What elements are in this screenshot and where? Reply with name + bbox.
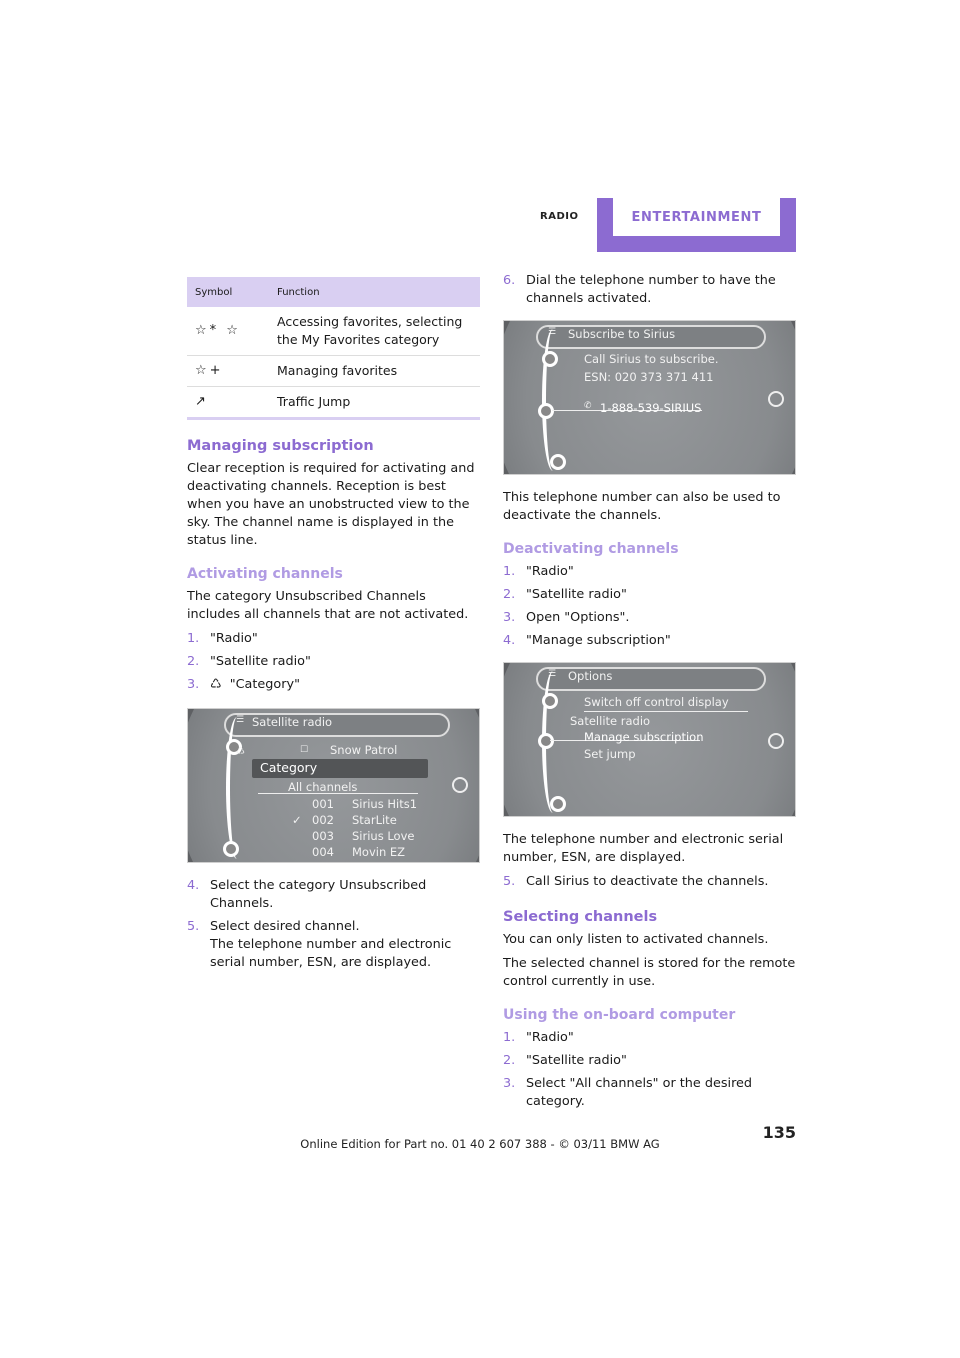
screen-title: Options	[568, 669, 613, 683]
page-number: 135	[762, 1123, 796, 1142]
list-item: 3. Open "Options".	[503, 610, 630, 625]
screen-title: Subscribe to Sirius	[568, 327, 676, 341]
traffic-jump-icon: ↗	[187, 387, 269, 419]
right-column	[503, 272, 796, 1116]
chapter-label: ENTERTAINMENT	[613, 198, 780, 236]
phone-number: 1-888-539-SIRIUS	[600, 401, 702, 415]
subscribe-screen: ☰ Subscribe to Sirius Call Sirius to subscribe. ESN: 020 373 371 411 ✆ 1-888-539-SIRIUS	[503, 320, 796, 475]
function-cell: Managing favorites	[269, 356, 480, 387]
list-item: 1. "Radio"	[503, 1030, 574, 1045]
list-item: 1. "Radio"	[503, 564, 574, 579]
list-item: 2. "Satellite radio"	[503, 1053, 627, 1068]
chapter-tab	[597, 198, 796, 252]
function-cell: Accessing favorites, selecting the My Favorites category	[269, 307, 480, 356]
selecting-channels-heading: Selecting channels	[503, 909, 658, 925]
symbol-column-header: Symbol	[187, 277, 269, 307]
managing-subscription-heading: Managing subscription	[187, 438, 374, 454]
controller-icon	[768, 391, 784, 407]
selecting-text-1: You can only listen to activated channels.	[503, 932, 769, 947]
category-icon: ♺	[210, 677, 222, 692]
menu-icon: ☰	[236, 715, 245, 725]
check-icon: ✓	[292, 813, 302, 827]
table-row	[187, 387, 480, 419]
left-column	[187, 277, 480, 977]
menu-icon: ☰	[548, 327, 557, 337]
list-item: 3. ♺ "Category"	[187, 677, 300, 692]
favorites-star-icon: ☆* ☆	[187, 307, 269, 356]
list-item: 3. Select "All channels" or the desired category.	[503, 1076, 753, 1109]
phone-icon: ✆	[584, 401, 592, 411]
options-screen: ☰ Options Switch off control display Satellite radio Manage subscription Set jump	[503, 662, 796, 817]
function-cell: Traffic Jump	[269, 387, 480, 419]
star-plus-icon: ☆+	[187, 356, 269, 387]
list-item: 1. "Radio"	[187, 631, 258, 646]
reuse-number-text: This telephone number can also be used to deactivate the channels.	[503, 490, 781, 523]
artist-item: Snow Patrol	[330, 743, 398, 757]
function-column-header: Function	[269, 277, 480, 307]
all-channels-item: All channels	[288, 780, 358, 794]
activating-intro: The category Unsubscribed Channels includes all channels that are not activated.	[187, 589, 469, 622]
artist-icon: ☐	[300, 745, 309, 755]
selecting-text-2: The selected channel is stored for the remote control currently in use.	[503, 956, 796, 989]
activating-channels-heading: Activating channels	[187, 566, 343, 582]
category-item: Category	[260, 760, 318, 775]
managing-subscription-text: Clear reception is required for activating and deactivating channels. Reception is best when you have an unobstructed view to the sky. The channel name is displayed in the status line.	[187, 461, 475, 548]
table-row	[187, 307, 480, 356]
category-icon: ♺	[236, 746, 245, 757]
menu-icon: ☰	[548, 669, 557, 679]
list-item: 6. Dial the telephone number to have the channels activated.	[503, 273, 776, 306]
section-label: RADIO	[540, 211, 579, 222]
category-screen: ☰ Satellite radio ♺ ☐ Snow Patrol Category All channels 001 Sirius Hits1 ✓ 002 StarLite 003 Sirius Love 004 Movin EZ	[187, 708, 480, 863]
screen-title: Satellite radio	[252, 715, 333, 729]
list-item: 5. Call Sirius to deactivate the channels.	[503, 874, 769, 889]
list-item: 4. Select the category Unsubscribed Channels.	[187, 878, 427, 911]
list-item: 4. "Manage subscription"	[503, 633, 671, 648]
onboard-computer-heading: Using the on-board computer	[503, 1007, 736, 1023]
esn-displayed-text: The telephone number and electronic serial number, ESN, are displayed.	[503, 832, 784, 865]
list-item: 2. "Satellite radio"	[187, 654, 311, 669]
symbol-table	[187, 277, 480, 420]
deactivating-channels-heading: Deactivating channels	[503, 541, 679, 557]
controller-icon	[768, 733, 784, 749]
list-item: 5. Select desired channel. The telephone number and electronic serial number, ESN, are displayed.	[187, 919, 452, 970]
footer: Online Edition for Part no. 01 40 2 607 388 - © 03/11 BMW AG	[300, 1137, 660, 1151]
list-item: 2. "Satellite radio"	[503, 587, 627, 602]
controller-icon	[452, 777, 468, 793]
table-row	[187, 356, 480, 387]
